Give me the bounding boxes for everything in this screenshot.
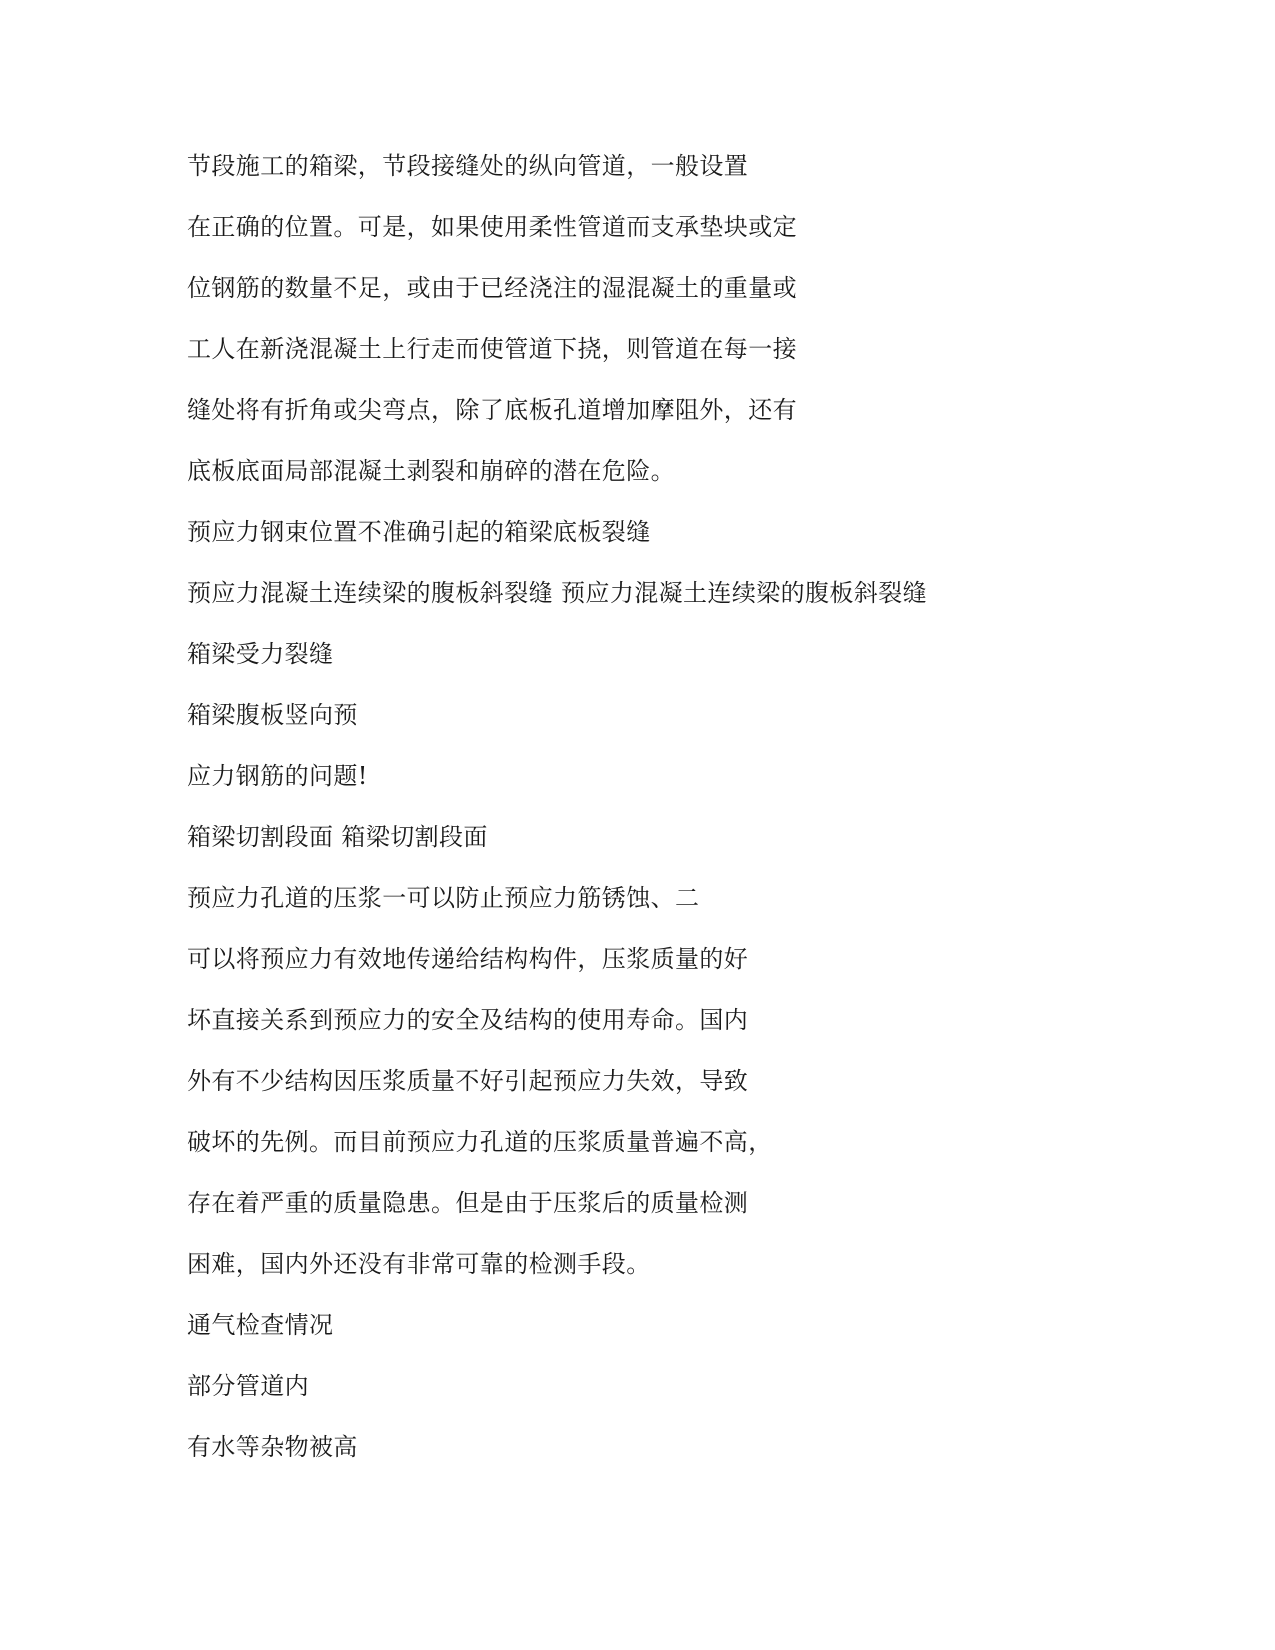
text-line: 可以将预应力有效地传递给结构构件，压浆质量的好 (187, 945, 749, 973)
text-line: 底板底面局部混凝土剥裂和崩碎的潜在危险。 (187, 457, 675, 485)
caption-line: 预应力钢束位置不准确引起的箱梁底板裂缝 (187, 518, 651, 546)
text-line: 在正确的位置。可是，如果使用柔性管道而支承垫块或定 (187, 213, 797, 241)
text-line: 部分管道内 (187, 1372, 309, 1400)
text-line: 有水等杂物被高 (187, 1433, 358, 1461)
text-line: 节段施工的箱梁，节段接缝处的纵向管道，一般设置 (187, 152, 749, 180)
text-line: 破坏的先例。而目前预应力孔道的压浆质量普遍不高， (187, 1128, 773, 1156)
document-body (187, 142, 1227, 1484)
text-line: 箱梁腹板竖向预 (187, 701, 358, 729)
text-line: 应力钢筋的问题! (187, 762, 368, 790)
text-line: 存在着严重的质量隐患。但是由于压浆后的质量检测 (187, 1189, 749, 1217)
caption-line: 通气检查情况 (187, 1311, 334, 1339)
caption-line: 预应力混凝土连续梁的腹板斜裂缝 预应力混凝土连续梁的腹板斜裂缝 (187, 579, 928, 607)
text-line: 位钢筋的数量不足，或由于已经浇注的湿混凝土的重量或 (187, 274, 797, 302)
text-line: 工人在新浇混凝土上行走而使管道下挠，则管道在每一接 (187, 335, 797, 363)
text-line: 外有不少结构因压浆质量不好引起预应力失效，导致 (187, 1067, 749, 1095)
text-line: 预应力孔道的压浆一可以防止预应力筋锈蚀、二 (187, 884, 700, 912)
text-line: 缝处将有折角或尖弯点，除了底板孔道增加摩阻外，还有 (187, 396, 797, 424)
text-line: 困难，国内外还没有非常可靠的检测手段。 (187, 1250, 651, 1278)
caption-line: 箱梁受力裂缝 (187, 640, 334, 668)
caption-line: 箱梁切割段面 箱梁切割段面 (187, 823, 488, 851)
text-line: 坏直接关系到预应力的安全及结构的使用寿命。国内 (187, 1006, 749, 1034)
